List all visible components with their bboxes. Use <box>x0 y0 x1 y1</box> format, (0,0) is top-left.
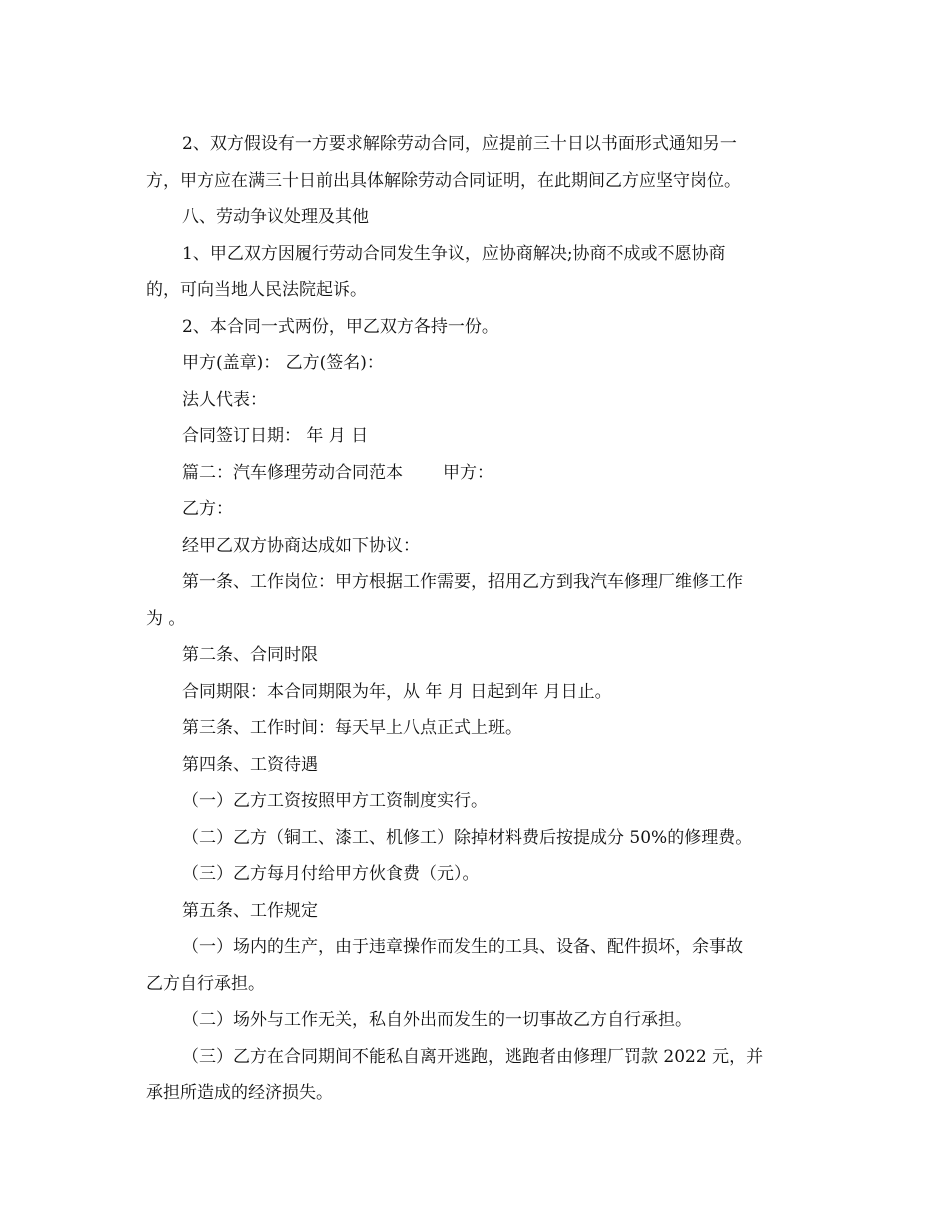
paragraph-termination-notice-line-2: 方，甲方应在满三十日前出具体解除劳动合同证明，在此期间乙方应坚守岗位。 <box>146 170 741 191</box>
party-b-label: 乙方： <box>182 499 233 519</box>
party-a-label: 甲方： <box>443 462 494 483</box>
article-five-heading: 第五条、工作规定 <box>182 900 318 921</box>
signing-date: 合同签订日期： 年 月 日 <box>182 426 369 446</box>
rule-item-1-line-1: （一）场内的生产，由于违章操作而发生的工具、设备、配件损坏，余事故 <box>182 937 743 957</box>
article-one-line-2: 为 。 <box>146 608 186 629</box>
paragraph-termination-notice-line-1: 2、双方假设有一方要求解除劳动合同，应提前三十日以书面形式通知另一 <box>182 134 737 154</box>
legal-representative: 法人代表： <box>182 389 267 410</box>
rule-item-3-line-2: 承担所造成的经济损失。 <box>146 1083 333 1103</box>
agreement-intro: 经甲乙双方协商达成如下协议： <box>182 535 420 556</box>
paragraph-dispute-line-2: 的，可向当地人民法院起诉。 <box>146 280 367 300</box>
rule-item-3-line-1: （三）乙方在合同期间不能私自离开逃跑，逃跑者由修理厂罚款 2022 元，并 <box>182 1046 764 1067</box>
document-body <box>146 126 806 1112</box>
article-three-hours: 第三条、工作时间：每天早上八点正式上班。 <box>182 718 522 738</box>
article-four-heading: 第四条、工资待遇 <box>182 754 318 775</box>
chapter-two-heading <box>146 455 806 492</box>
paragraph-dispute-line-1: 1、甲乙双方因履行劳动合同发生争议，应协商解决;协商不成或不愿协商 <box>182 243 726 264</box>
wage-item-1: （一）乙方工资按照甲方工资制度实行。 <box>182 791 488 811</box>
paragraph-copies: 2、本合同一式两份，甲乙双方各持一份。 <box>182 316 499 337</box>
rule-item-1-line-2: 乙方自行承担。 <box>146 973 265 994</box>
section-heading-dispute: 八、劳动争议处理及其他 <box>182 207 369 227</box>
chapter-two-title: 篇二：汽车修理劳动合同范本 <box>182 462 403 483</box>
wage-item-3: （三）乙方每月付给甲方伙食费（元）。 <box>182 864 480 884</box>
wage-item-2: （二）乙方（铜工、漆工、机修工）除掉材料费后按提成分 50%的修理费。 <box>182 827 753 848</box>
rule-item-2: （二）场外与工作无关，私自外出而发生的一切事故乙方自行承担。 <box>182 1010 692 1030</box>
article-one-line-1: 第一条、工作岗位：甲方根据工作需要，招用乙方到我汽车修理厂维修工作 <box>182 572 743 592</box>
article-two-heading: 第二条、合同时限 <box>182 645 318 665</box>
contract-term: 合同期限：本合同期限为年，从 年 月 日起到年 月日止。 <box>182 681 612 702</box>
signature-parties: 甲方(盖章)： 乙方(签名)： <box>182 353 384 373</box>
